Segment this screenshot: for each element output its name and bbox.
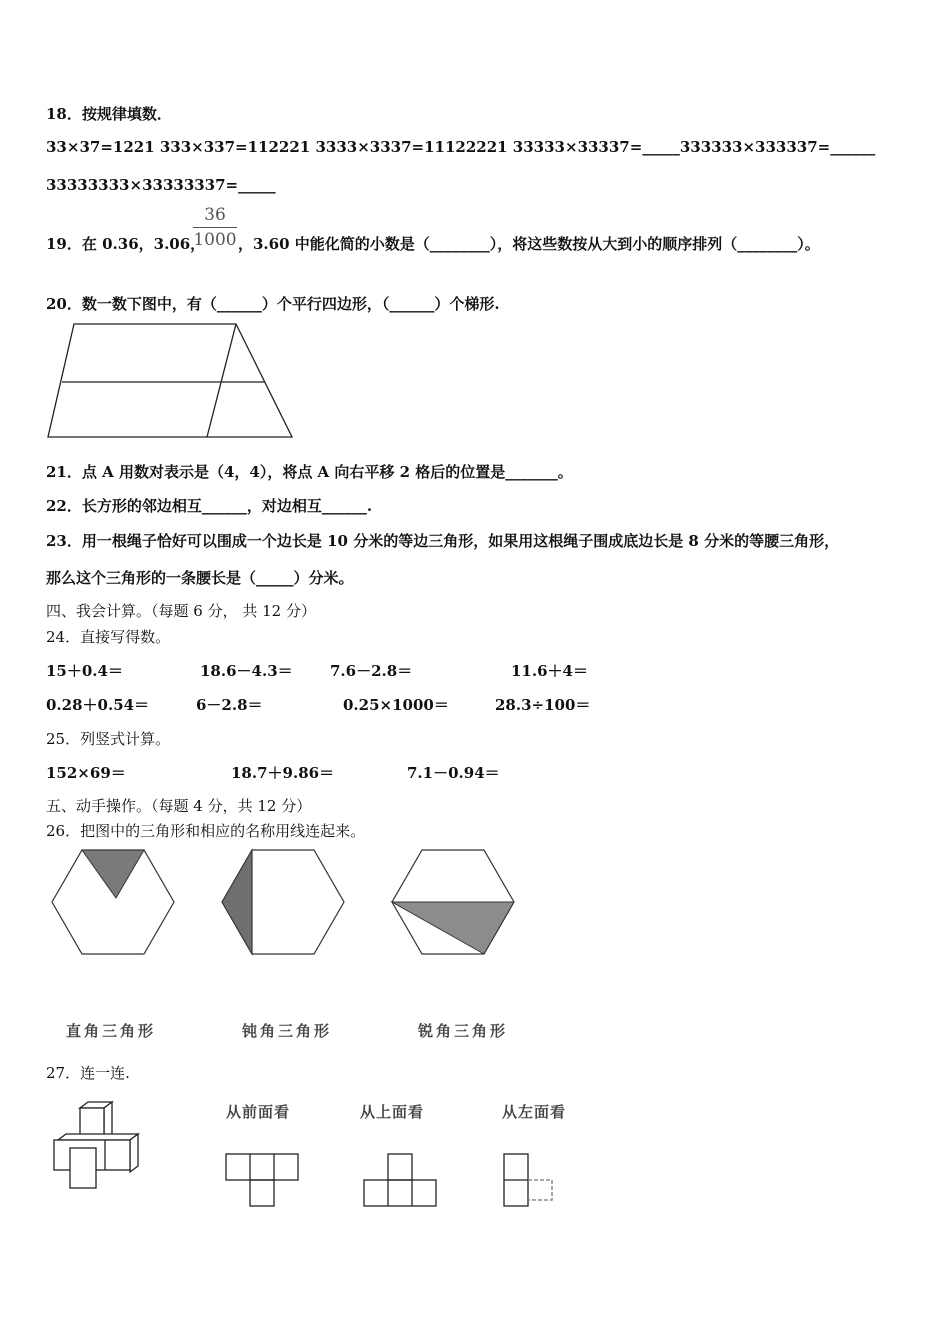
q25-item: 18.7＋9.86＝ [231, 764, 335, 782]
q27-title: 27．连一连. [46, 1064, 130, 1082]
label-right-triangle: 直角三角形 [66, 1022, 157, 1040]
q25-item: 152×69＝ [46, 764, 126, 782]
view-label-front: 从前面看 [226, 1103, 291, 1121]
view-label-top: 从上面看 [360, 1103, 425, 1121]
q24-item: 18.6－4.3＝ [200, 662, 293, 680]
q24-item: 0.28＋0.54＝ [46, 696, 150, 714]
section4-title: 四、我会计算。（每题 6 分， 共 12 分） [46, 602, 316, 620]
q24-item: 7.6－2.8＝ [330, 662, 413, 680]
q20-trapezoid-figure [44, 322, 304, 442]
slant-line [207, 324, 236, 437]
label-obtuse-triangle: 钝角三角形 [242, 1022, 333, 1040]
q19-prefix: 19．在 0.36，3.06， [46, 235, 206, 253]
q19-fraction [193, 205, 237, 250]
q18-title: 18．按规律填数． [46, 105, 172, 123]
q20-text: 20．数一数下图中，有（______）个平行四边形，（______）个梯形. [46, 295, 500, 313]
q22-text: 22．长方形的邻边相互______，对边相互______. [46, 497, 373, 515]
q24-item: 11.6＋4＝ [511, 662, 588, 680]
front-view-figure [222, 1150, 312, 1210]
fraction-denominator: 1000 [193, 230, 237, 250]
q19-suffix: ，3.60 中能化简的小数是（________），将这些数按从大到小的顺序排列（________）。 [238, 235, 820, 253]
left-view-figure [500, 1150, 570, 1210]
fraction-numerator: 36 [193, 205, 237, 228]
section5-title: 五、动手操作。（每题 4 分，共 12 分） [46, 797, 312, 815]
q24-item: 6－2.8＝ [196, 696, 263, 714]
hexagon-figure-1 [50, 848, 180, 958]
q23-line1: 23．用一根绳子恰好可以围成一个边长是 10 分米的等边三角形，如果用这根绳子围成底边长是 8 分米的等腰三角形， [46, 532, 840, 550]
q18-row1: 33×37=1221 333×337=112221 3333×3337=11122221 33333×33337=_____333333×333337=______ [46, 138, 876, 156]
q25-title: 25．列竖式计算。 [46, 730, 171, 748]
q24-item: 28.3÷100＝ [495, 696, 591, 714]
q23-line2: 那么这个三角形的一条腰长是（_____）分米。 [46, 569, 354, 587]
q24-title: 24．直接写得数。 [46, 628, 171, 646]
label-acute-triangle: 锐角三角形 [418, 1022, 509, 1040]
hexagon-figure-2 [220, 848, 350, 958]
q25-item: 7.1－0.94＝ [407, 764, 500, 782]
view-label-left: 从左面看 [502, 1103, 567, 1121]
q21-text: 21．点 A 用数对表示是（4，4），将点 A 向右平移 2 格后的位置是_______。 [46, 463, 573, 481]
q26-title: 26．把图中的三角形和相应的名称用线连起来。 [46, 822, 366, 840]
hexagon-figure-3 [390, 848, 520, 958]
q18-row2: 33333333×33333337=_____ [46, 176, 276, 194]
q24-item: 15＋0.4＝ [46, 662, 123, 680]
cube-stack-figure [50, 1100, 160, 1200]
q24-item: 0.25×1000＝ [343, 696, 449, 714]
top-view-figure [360, 1150, 450, 1210]
trapezoid-outline [48, 324, 292, 437]
